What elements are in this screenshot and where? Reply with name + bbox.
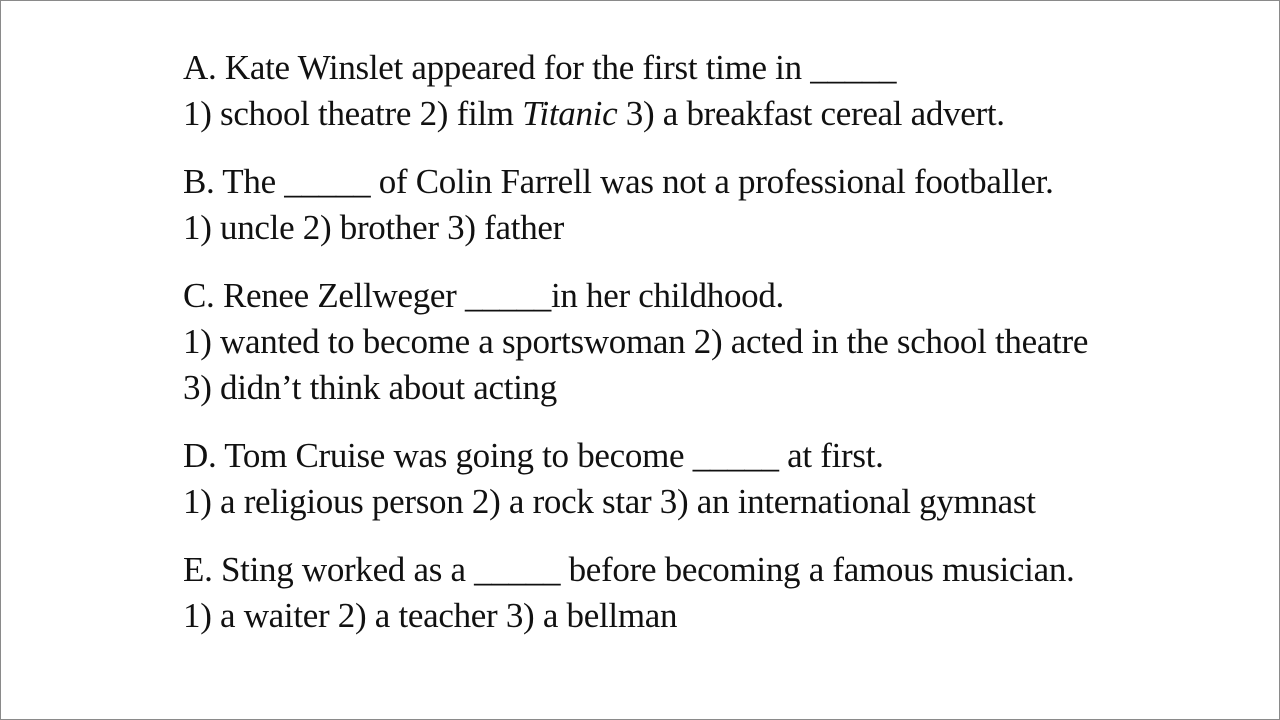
question-d-options: 1) a religious person 2) a rock star 3) an international gymnast: [183, 482, 1036, 521]
question-list: [183, 45, 1243, 661]
question-d: [183, 433, 1243, 525]
question-e-options: 1) a waiter 2) a teacher 3) a bellman: [183, 596, 678, 635]
film-title-italic: Titanic: [522, 94, 618, 133]
question-a-prompt: A. Kate Winslet appeared for the first time in _____: [183, 48, 897, 87]
question-c-options-line-2: 3) didn’t think about acting: [183, 368, 557, 407]
question-b: [183, 159, 1243, 251]
question-e-prompt: E. Sting worked as a _____ before becoming a famous musician.: [183, 550, 1075, 589]
question-a-options-text-end: 3) a breakfast cereal advert.: [617, 94, 1005, 133]
question-c-options-line-1: 1) wanted to become a sportswoman 2) acted in the school theatre: [183, 322, 1089, 361]
question-c-prompt: C. Renee Zellweger _____in her childhood.: [183, 276, 785, 315]
question-d-prompt: D. Tom Cruise was going to become _____ at first.: [183, 436, 884, 475]
question-a-options: [183, 91, 1243, 137]
question-b-options: 1) uncle 2) brother 3) father: [183, 208, 564, 247]
question-a-options-text: 1) school theatre 2) film: [183, 94, 523, 133]
question-e: [183, 547, 1243, 639]
question-c: [183, 273, 1243, 411]
question-b-prompt: B. The _____ of Colin Farrell was not a professional footballer.: [183, 162, 1054, 201]
question-a: [183, 45, 1243, 137]
